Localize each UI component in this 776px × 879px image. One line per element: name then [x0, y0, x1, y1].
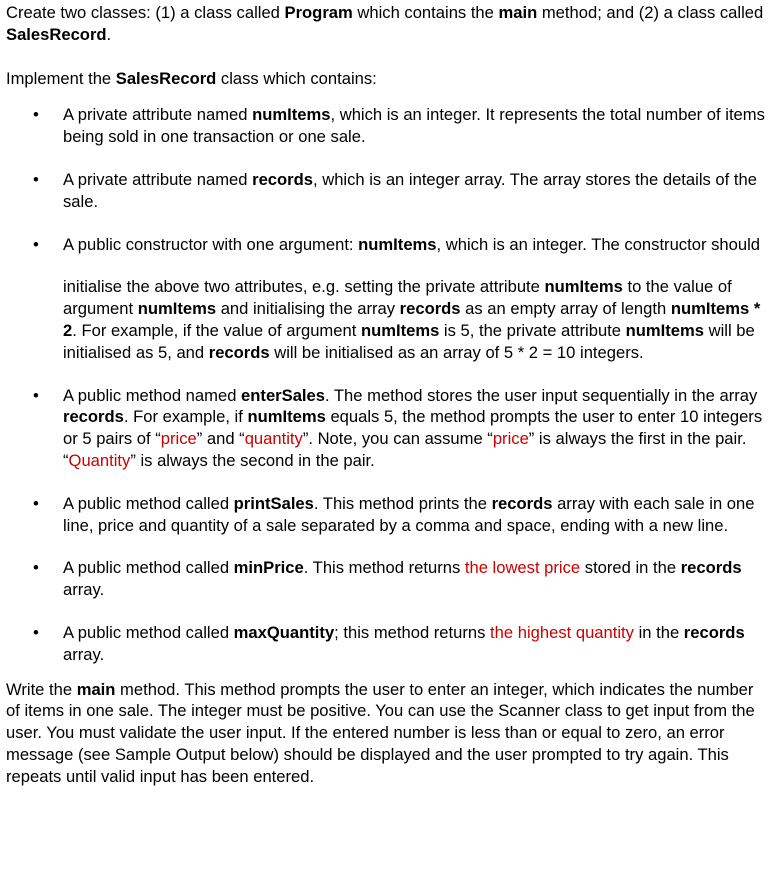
text: as an empty array of length	[460, 299, 671, 319]
implement-paragraph	[6, 68, 770, 90]
highlight-text: price	[160, 429, 197, 449]
bold-term: numItems	[137, 299, 217, 319]
bold-term: numItems	[247, 407, 326, 427]
bold-term: SalesRecord	[6, 24, 107, 44]
text: to the value of argument	[63, 277, 732, 319]
highlight-text: price	[492, 429, 529, 449]
text: is 5, the private attribute	[439, 320, 626, 340]
highlight-text: quantity	[244, 429, 303, 449]
text: Write the	[6, 679, 77, 699]
text: method. This method prompts the user to enter an integer, which indicates the number of items in one sale. The integer must be positive. You can use the Scanner class to get input from the user. You must validate the user input. If the entered number is less than or equal to zero, an error message (see Sample Output below) should be displayed and the user prompted to try again. This repeats until valid input has been entered.	[6, 679, 755, 786]
text: ” is always the second in the pair.	[130, 450, 375, 470]
bullet-icon: •	[33, 234, 39, 254]
text: . This method returns	[303, 558, 465, 578]
text: array.	[63, 644, 105, 664]
text: A public constructor with one argument:	[63, 234, 359, 254]
bold-term: records	[252, 169, 313, 189]
bold-term: minPrice	[233, 558, 304, 578]
text: ” is always the first in the pair. “	[63, 429, 747, 470]
list-item-printsales	[6, 493, 770, 537]
text: equals 5, the method prompts the user to enter 10 integers or 5 pairs of “	[63, 407, 763, 449]
text: array.	[63, 580, 105, 600]
text: which contains the	[352, 3, 499, 22]
highlight-text: the highest quantity	[490, 622, 634, 642]
bold-term: numItems * 2	[63, 299, 761, 340]
text: method; and (2) a class called	[537, 3, 764, 22]
bullet-icon: •	[33, 558, 39, 578]
bold-term: records	[63, 407, 124, 427]
text: Implement the	[6, 68, 116, 88]
highlight-text: the lowest price	[464, 558, 581, 578]
text: . For example, if	[123, 407, 248, 427]
text: . For example, if the value of argument	[72, 320, 361, 340]
bullet-icon: •	[33, 169, 39, 189]
bold-term: enterSales	[241, 385, 325, 405]
text: will be initialised as 5, and	[63, 320, 755, 362]
intro-paragraph	[6, 2, 770, 46]
bold-term: main	[498, 3, 538, 22]
text: will be initialised as an array of 5 * 2 = 10 integers.	[269, 342, 644, 362]
text: , which is an integer. The constructor should	[436, 234, 760, 254]
bold-term: printSales	[233, 493, 314, 513]
bold-term: records	[683, 622, 745, 642]
text: array with each sale in one line, price and quantity of a sale separated by a comma and space, ending with a new line.	[63, 493, 755, 535]
list-item-constructor	[6, 234, 770, 364]
text: Create two classes: (1) a class called	[6, 3, 285, 22]
text: . This method prints the	[313, 493, 492, 513]
text: ” and “	[196, 429, 245, 449]
bold-term: numItems	[625, 320, 705, 340]
requirements-list	[6, 104, 770, 665]
text: ”. Note, you can assume “	[302, 429, 493, 449]
bold-term: numItems	[358, 234, 437, 254]
bold-term: records	[680, 558, 742, 578]
bold-term: numItems	[360, 320, 440, 340]
text: A public method named	[63, 385, 242, 405]
bold-term: main	[76, 679, 116, 699]
bold-term: records	[208, 342, 270, 362]
constructor-detail	[63, 276, 770, 363]
list-item-numitems	[6, 104, 770, 148]
highlight-text: Quantity	[68, 450, 131, 470]
main-method-paragraph	[6, 679, 770, 788]
list-item-entersales	[6, 385, 770, 472]
text: . The method stores the user input sequentially in the array	[325, 385, 758, 405]
bold-term: SalesRecord	[115, 68, 217, 88]
text: , which is an integer. It represents the total number of items being sold in one transaction or one sale.	[63, 105, 765, 147]
text: class which contains:	[216, 68, 377, 88]
bold-term: records	[491, 493, 553, 513]
bold-term: Program	[284, 3, 353, 22]
bullet-icon: •	[33, 385, 39, 405]
text: and initialising the array	[216, 299, 400, 319]
list-item-minprice	[6, 557, 770, 601]
bullet-icon: •	[33, 493, 39, 513]
bold-term: maxQuantity	[233, 622, 335, 642]
text: A public method called	[63, 622, 234, 642]
bold-term: records	[399, 299, 461, 319]
text: .	[106, 24, 112, 44]
bullet-icon: •	[33, 622, 39, 642]
text: A private attribute named	[63, 105, 253, 125]
text: A public method called	[63, 558, 234, 578]
list-item-records	[6, 169, 770, 213]
text: initialise the above two attributes, e.g. setting the private attribute	[63, 277, 545, 297]
text: A public method called	[63, 493, 234, 513]
bold-term: numItems	[252, 105, 331, 125]
text: A private attribute named	[63, 169, 253, 189]
text: in the	[633, 622, 684, 642]
text: , which is an integer array. The array stores the details of the sale.	[63, 169, 757, 211]
list-item-maxquantity	[6, 622, 770, 666]
text: stored in the	[580, 558, 681, 578]
text: ; this method returns	[334, 622, 491, 642]
bold-term: numItems	[544, 277, 623, 297]
bullet-icon: •	[33, 105, 39, 125]
